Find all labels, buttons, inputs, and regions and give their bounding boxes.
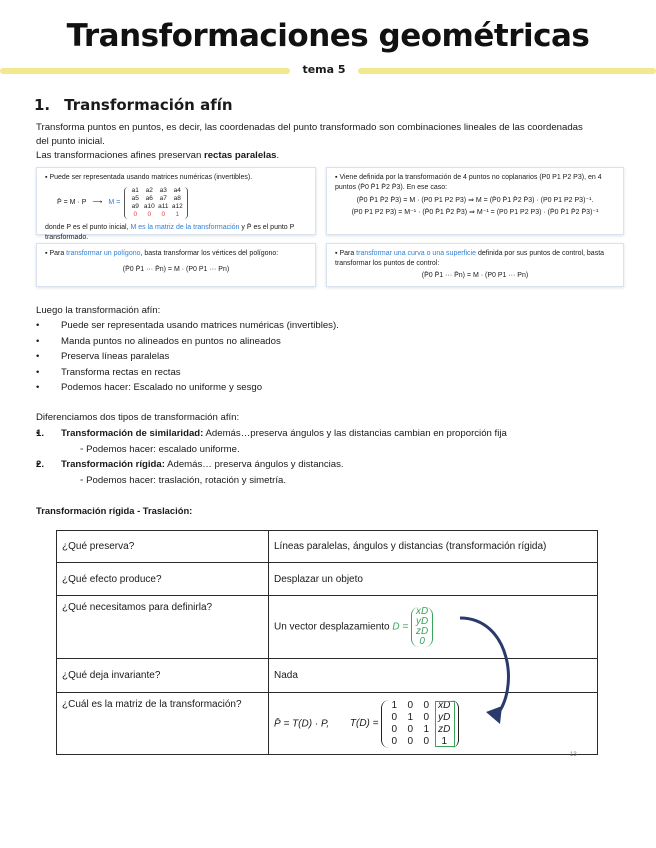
vector-entry: xD — [416, 606, 429, 617]
title-rule-left — [0, 68, 290, 74]
table-question: ¿Qué preserva? — [57, 531, 269, 563]
list-item: • Puede ser representada usando matrices numéricas (invertibles). — [36, 318, 616, 334]
card-polygon — [36, 243, 316, 287]
section-title: Transformación afín — [64, 96, 233, 114]
matrix-entry: zD — [438, 723, 451, 735]
matrix-entry: 1 — [441, 735, 448, 747]
matrix-entry: a12 — [171, 203, 183, 210]
list-item: • Manda puntos no alineados en puntos no alineados — [36, 334, 616, 350]
list-item: • Podemos hacer: Escalado no uniforme y sesgo — [36, 380, 616, 396]
table-answer: Nada — [269, 659, 598, 693]
matrix-entry: a7 — [159, 195, 167, 202]
table-question: ¿Qué necesitamos para definirla? — [57, 596, 269, 659]
intro-line1: Transforma puntos en puntos, es decir, las coordenadas del punto transformado son combinaciones lineales de las coordenadas del punto inicial. — [36, 122, 583, 147]
title-rule-right — [358, 68, 656, 74]
section-heading — [34, 96, 233, 114]
intro-paragraph — [36, 121, 596, 163]
matrix-label: T(D) = — [349, 718, 379, 730]
matrix-entry: a1 — [131, 187, 139, 194]
sub-item: ◦ Podemos hacer: traslación, rotación y simetría. — [36, 473, 616, 489]
vector-entry: yD — [416, 616, 429, 627]
tipos-heading: Diferenciamos dos tipos de transformación afín: — [36, 412, 240, 423]
matrix-entry: a5 — [131, 195, 139, 202]
matrix-entry: a11 — [158, 203, 169, 210]
intro-line2: Las transformaciones afines preservan rectas paralelas. — [36, 150, 280, 161]
card2-bullet: ▪ Viene definida por la transformación de 4 puntos no coplanarios (P0 P1 P2 P3), en 4 puntos (P̄0 P̄1 P̄2 P̄3). En ese caso: — [335, 173, 615, 193]
matrix-entry: a2 — [145, 187, 153, 194]
matrix-entry: 0 — [161, 211, 166, 218]
tipos-list — [36, 426, 616, 488]
matrix-entry: 0 — [391, 711, 398, 723]
vector-label: D = — [392, 621, 409, 633]
matrix-entry: 0 — [391, 735, 398, 747]
matrix-entry: 0 — [423, 711, 430, 723]
matrix-entry: 1 — [423, 723, 430, 735]
luego-heading: Luego la transformación afín: — [36, 305, 161, 316]
card1-matrix — [124, 187, 188, 219]
card3-eq: (P̄0 P̄1 ··· P̄n) = M · (P0 P1 ··· Pn) — [122, 266, 230, 273]
list-item: • 2. Transformación rígida: Además… preserva ángulos y distancias. — [36, 457, 616, 473]
matrix-entry: a8 — [173, 195, 181, 202]
table-question: ¿Qué efecto produce? — [57, 563, 269, 596]
curved-arrow-icon — [440, 598, 520, 728]
matrix-entry: 0 — [133, 211, 138, 218]
transform-equation: P̄ = T(D) · P, — [274, 718, 330, 730]
card1-equation: P̄ = M · P ⟶ M = a1 a2 a3 a4 a5 a6 a7 a8 a9 a10 a11 a12 0 0 0 1 — [45, 187, 307, 219]
matrix-entry: 1 — [391, 699, 398, 711]
matrix-entry: a9 — [131, 203, 139, 210]
section-number: 1. — [34, 96, 51, 114]
page-number: 13 — [570, 752, 577, 758]
matrix-entry: yD — [438, 711, 451, 723]
matrix-entry: a6 — [145, 195, 153, 202]
table-question: ¿Qué deja invariante? — [57, 659, 269, 693]
matrix-entry: 0 — [423, 735, 430, 747]
table-row — [57, 531, 598, 563]
tema-label: tema 5 — [302, 63, 346, 76]
list-item: • 1. Transformación de similaridad: Además…preserva ángulos y las distancias cambian en proporción fija — [36, 426, 616, 442]
matrix-entry: 1 — [175, 211, 180, 218]
list-item: • Preserva líneas paralelas — [36, 349, 616, 365]
card4-bullet: ▪ Para transformar una curva o una superficie definida por sus puntos de control, basta transformar los puntos de control: — [335, 249, 615, 269]
table-answer — [269, 693, 598, 755]
matrix-entry: 0 — [391, 723, 398, 735]
matrix-entry: 0 — [407, 723, 414, 735]
card3-bullet: ▪ Para transformar un polígono, basta transformar los vértices del polígono: — [45, 249, 307, 259]
matrix-entry: a4 — [173, 187, 181, 194]
card1-bullet: ▪ Puede ser representada usando matrices numéricas (invertibles). — [45, 173, 307, 183]
matrix-entry: a3 — [159, 187, 167, 194]
table-answer: Desplazar un objeto — [269, 563, 598, 596]
matrix-entry: 0 — [423, 699, 430, 711]
table-question: ¿Cuál es la matriz de la transformación? — [57, 693, 269, 755]
matrix-entry: xD — [438, 699, 451, 711]
luego-list — [36, 318, 616, 396]
list-item: • Transforma rectas en rectas — [36, 365, 616, 381]
matrix-entry: 0 — [407, 699, 414, 711]
table-row — [57, 563, 598, 596]
matrix-entry: a10 — [143, 203, 155, 210]
vector-entry: zD — [416, 626, 429, 637]
matrix-entry: 1 — [407, 711, 414, 723]
card-curve-surface — [326, 243, 624, 287]
card4-eq: (P̄0 P̄1 ··· P̄n) = M · (P0 P1 ··· Pn) — [421, 272, 529, 279]
card-four-points — [326, 167, 624, 235]
card1-footnote: donde P es el punto inicial, M es la matriz de la transformación y P̄ es el punto P transformado. — [45, 224, 295, 241]
card2-eq2: (P0 P1 P2 P3) = M⁻¹ · (P̄0 P̄1 P̄2 P̄3) ⇒ M⁻¹ = (P0 P1 P2 P3) · (P̄0 P̄1 P̄2 P̄3)⁻¹ — [351, 209, 599, 216]
card2-eq1: (P̄0 P̄1 P̄2 P̄3) = M · (P0 P1 P2 P3) ⇒ M = (P̄0 P̄1 P̄2 P̄3) · (P0 P1 P2 P3)⁻¹. — [356, 197, 594, 204]
card-matrix-representation — [36, 167, 316, 241]
matrix-entry: 0 — [147, 211, 152, 218]
matrix-entry: 0 — [407, 735, 414, 747]
vector-entry: 0 — [419, 636, 425, 647]
table-heading: Transformación rígida - Traslación: — [36, 505, 193, 516]
intro-bold: rectas paralelas — [203, 150, 277, 161]
table-answer: Líneas paralelas, ángulos y distancias (transformación rígida) — [269, 531, 598, 563]
sub-item: ◦ Podemos hacer: escalado uniforme. — [36, 442, 616, 458]
displacement-vector — [411, 607, 433, 647]
table-answer: Un vector desplazamiento D = xD yD zD 0 — [269, 596, 598, 659]
page-title: Transformaciones geométricas — [66, 18, 590, 54]
